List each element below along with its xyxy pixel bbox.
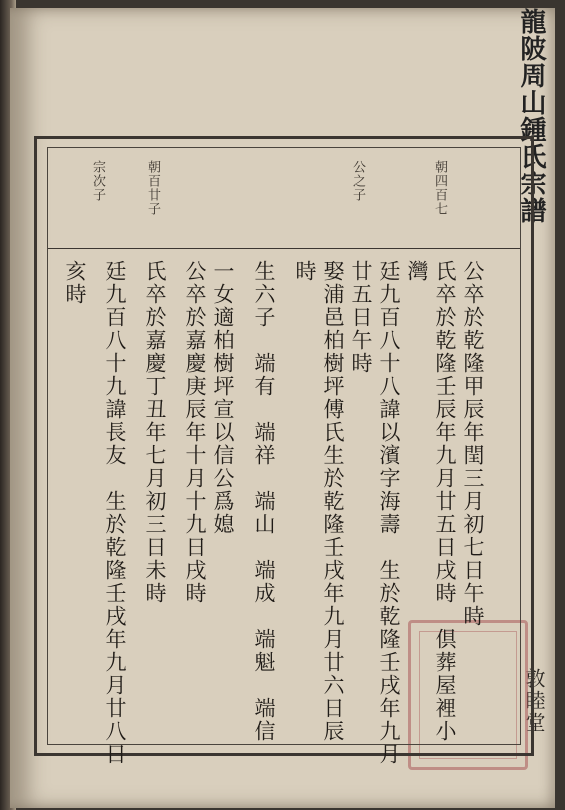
text-frame <box>34 136 534 766</box>
genealogy-page <box>10 8 555 808</box>
body-column: 廿五日午時 <box>349 260 373 375</box>
header-note: 宗次子 <box>90 160 105 202</box>
body-column: 公卒於嘉慶庚辰年十月十九日戌時 <box>183 260 207 605</box>
body-column: 時 <box>293 260 317 283</box>
header-rule <box>48 248 520 249</box>
header-note: 公之子 <box>350 160 365 202</box>
header-note: 朝百廿子 <box>145 160 160 216</box>
body-column: 廷九百八十九諱長友 生於乾隆壬戌年九月廿八日 <box>103 260 127 766</box>
body-column: 公卒於乾隆甲辰年閏三月初七日午時 <box>461 260 485 628</box>
body-column: 一女適柏樹坪宣以信公爲媳 <box>211 260 235 536</box>
spine-title: 龍陂周山鍾氏宗譜 <box>516 8 546 224</box>
body-column: 娶浦邑柏樹坪傅氏生於乾隆壬戌年九月廿六日辰 <box>321 260 345 743</box>
body-column: 氏卒於乾隆壬辰年九月廿五日戌時 倶葬屋裡小 <box>433 260 457 743</box>
body-column: 氏卒於嘉慶丁丑年七月初三日未時 <box>143 260 167 605</box>
body-column: 灣 <box>405 260 429 283</box>
header-note: 朝四百七 <box>432 160 447 216</box>
spine-hall-name: 敦睦堂 <box>522 668 546 734</box>
inner-border <box>47 147 521 766</box>
body-column: 亥時 <box>63 260 87 306</box>
body-column: 廷九百八十八諱以濱字海壽 生於乾隆壬戌年九月 <box>377 260 401 766</box>
body-column: 生六子 端有 端祥 端山 端成 端魁 端信 <box>252 260 276 743</box>
